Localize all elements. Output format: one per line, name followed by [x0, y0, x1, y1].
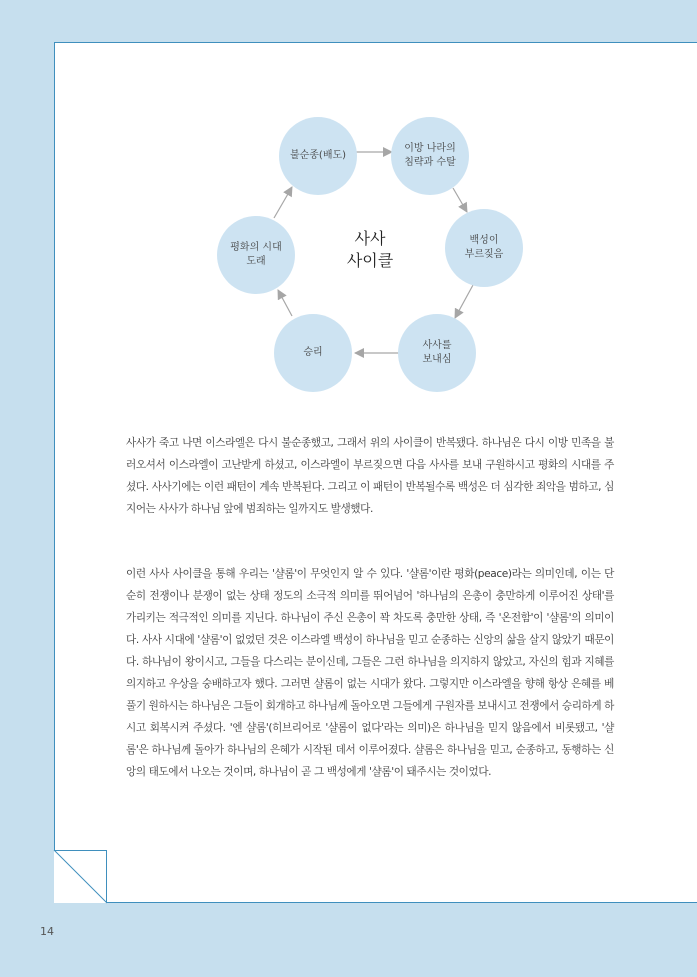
arrow-5-to-6: [278, 290, 292, 316]
diagram-title: 사사 사이클: [346, 229, 394, 270]
body-paragraph-1: 사사가 죽고 나면 이스라엘은 다시 불순종했고, 그래서 위의 사이클이 반복됐다. 하나님은 다시 이방 민족을 불러오셔서 이스라엘이 고난받게 하셨고, 이스라엘이 부르짖으면 다음 사사를 보내 구원하시고 평화의 시대를 주셨다. 사사기에는 이런 패턴이 계속 반복된다. 그리고 이 패턴이 반복될수록 백성은 더 심각한 죄악을 범하고, 심지어는 사사가 하나님 앞에 범죄하는 일까지도 발생했다.: [126, 437, 614, 515]
cycle-node-judge-sent: 사사를 보내심: [398, 314, 476, 392]
arrow-2-to-3: [453, 188, 467, 212]
cycle-node-victory: 승리: [274, 314, 352, 392]
body-paragraph-2: 이런 사사 사이클을 통해 우리는 '샬롬'이 무엇인지 알 수 있다. '샬롬'이란 평화(peace)라는 의미인데, 이는 단순히 전쟁이나 분쟁이 없는 상태 정도의 소극적 의미를 뛰어넘어 '하나님의 은총이 충만하게 이루어진 상태'를 가리키는 적극적인 의미를 지닌다. 하나님이 주신 은총이 꽉 차도록 충만한 상태, 즉 '온전함'이 '샬롬'의 의미이다. 사사 시대에 '샬롬'이 없었던 것은 이스라엘 백성이 하나님을 믿고 순종하는 신앙의 삶을 살지 않았기 때문이다. 하나님이 왕이시고, 그들을 다스리는 분이신데, 그들은 그런 하나님을 의지하지 않았고, 자신의 힘과 지혜를 의지하고 우상을 숭배하고자 했다. 그러면 샬롬이 없는 시대가 왔다. 그렇지만 이스라엘을 향해 항상 은혜를 베풀기 원하시는 하나님은 그들이 회개하고 하나님께 돌아오면 그들에게 구원자를 보내시고 전쟁에서 승리하게 하시고 회복시켜 주셨다. '엔 샬롬'(히브리어로 '샬롬이 없다'라는 의미)은 하나님을 믿지 않음에서 비롯됐고, '샬롬'은 하나님께 돌아가 하나님의 은혜가 시작된 데서 이루어졌다. 샬롬은 하나님을 믿고, 순종하고, 동행하는 신앙의 태도에서 나오는 것이며, 하나님이 곧 그 백성에게 '샬롬'이 돼주시는 것이었다.: [126, 568, 614, 778]
cycle-node-invasion: 이방 나라의 침략과 수탈: [391, 117, 469, 195]
cycle-node-crying-out: 백성이 부르짖음: [445, 209, 523, 287]
cycle-node-disobedience: 불순종(배도): [279, 117, 357, 195]
arrow-3-to-4: [455, 285, 473, 318]
page-number: 14: [40, 925, 54, 938]
arrow-6-to-1: [274, 187, 292, 218]
cycle-node-peace: 평화의 시대 도래: [217, 216, 295, 294]
